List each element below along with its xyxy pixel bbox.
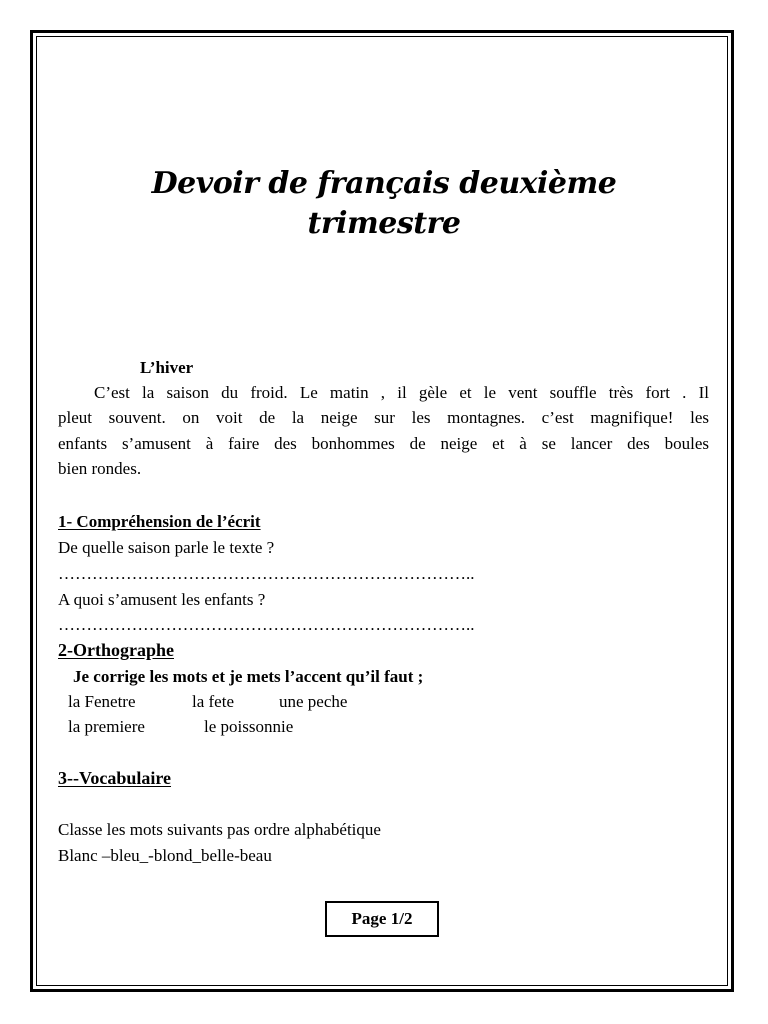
text-line-1: C’est la saison du froid. Le matin , il gèle et le vent souffle très fort . Il xyxy=(94,383,709,402)
word-poissonnie: le poissonnie xyxy=(204,717,294,736)
text-heading: L’hiver xyxy=(140,358,194,377)
document-title-line1: Devoir de français deuxième xyxy=(151,166,617,201)
orthographe-instruction: Je corrige les mots et je mets l’accent qu’il faut ; xyxy=(73,667,424,686)
answer-line-1: ……………………………………………………………….. xyxy=(58,564,475,583)
word-fenetre: la Fenetre xyxy=(68,692,136,711)
vocabulaire-words: Blanc –bleu_-blond_belle-beau xyxy=(58,846,272,865)
question-2: A quoi s’amusent les enfants ? xyxy=(58,590,266,609)
text-line-3: enfants s’amusent à faire des bonhommes de neige et à se lancer des boules xyxy=(58,434,709,453)
page-number-box xyxy=(325,901,439,937)
document-title-line2: trimestre xyxy=(307,206,461,241)
answer-line-2: ……………………………………………………………….. xyxy=(58,615,475,634)
vocabulaire-instruction: Classe les mots suivants pas ordre alphabétique xyxy=(58,820,381,839)
section3-heading: 3--Vocabulaire xyxy=(58,768,172,788)
word-fete: la fete xyxy=(192,692,234,711)
page-number-label: Page 1/2 xyxy=(351,909,413,928)
word-peche: une peche xyxy=(279,692,348,711)
text-line-4: bien rondes. xyxy=(58,459,142,478)
section2-heading: 2-Orthographe xyxy=(58,640,174,660)
question-1: De quelle saison parle le texte ? xyxy=(58,538,275,557)
word-premiere: la premiere xyxy=(68,717,145,736)
text-line-2: pleut souvent. on voit de la neige sur les montagnes. c’est magnifique! les xyxy=(58,408,709,427)
section1-heading: 1- Compréhension de l’écrit xyxy=(58,512,261,531)
